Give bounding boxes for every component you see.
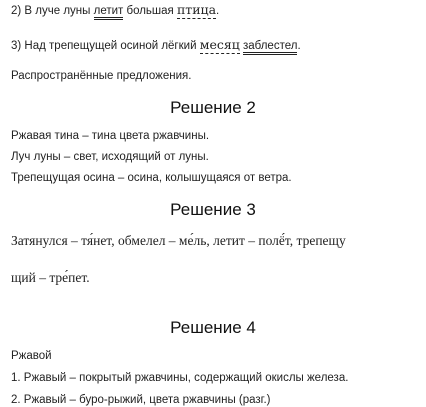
solution-2-line-3: Трепещущая осина – осина, колышущаяся от ветра. [11,172,292,184]
s3-part-3: ль, летит – полё [193,233,285,248]
solution-2-line-2: Луч луны – свет, исходящий от луны. [11,151,209,163]
solution-3-line-1 [11,233,346,249]
s3-part-5: щий – тре [11,270,69,285]
subject-ptitsa: птица [176,2,217,17]
subject-mesyats: месяц [199,37,240,52]
s3-part-2: нет, обмелел – ме [93,233,194,248]
sentence-2 [11,3,219,19]
widespread-note: Распространённые предложения. [11,70,192,82]
solution-4-word: Ржавой [11,350,52,362]
s3-part-1: Затянулся – тя [11,233,94,248]
solution-3-heading: Решение 3 [170,200,256,219]
predicate-letit: летит [94,5,124,20]
sentence-2-part-a: 2) В луче луны [11,5,94,17]
period: . [216,5,220,17]
s3-part-6: пет. [68,270,90,285]
sentence-2-part-c: большая [123,5,177,17]
solution-2-line-1: Ржавая тина – тина цвета ржавчины. [11,130,210,142]
sentence-3-part-a: 3) Над трепещущей осиной лёгкий [11,40,200,52]
predicate-zablestel: заблестел [243,40,297,55]
sentence-3 [11,38,301,54]
solution-2-heading: Решение 2 [170,98,256,117]
solution-4-item-2: 2. Ржавый – буро-рыжий, цвета ржавчины (разг.) [11,394,271,406]
solution-3-line-2 [11,270,90,286]
s3-part-4: т, трепещу [284,233,346,248]
period: . [297,40,301,52]
solution-4-item-1: 1. Ржавый – покрытый ржавчины, содержащий окислы железа. [11,372,349,384]
solution-4-heading: Решение 4 [170,318,256,337]
